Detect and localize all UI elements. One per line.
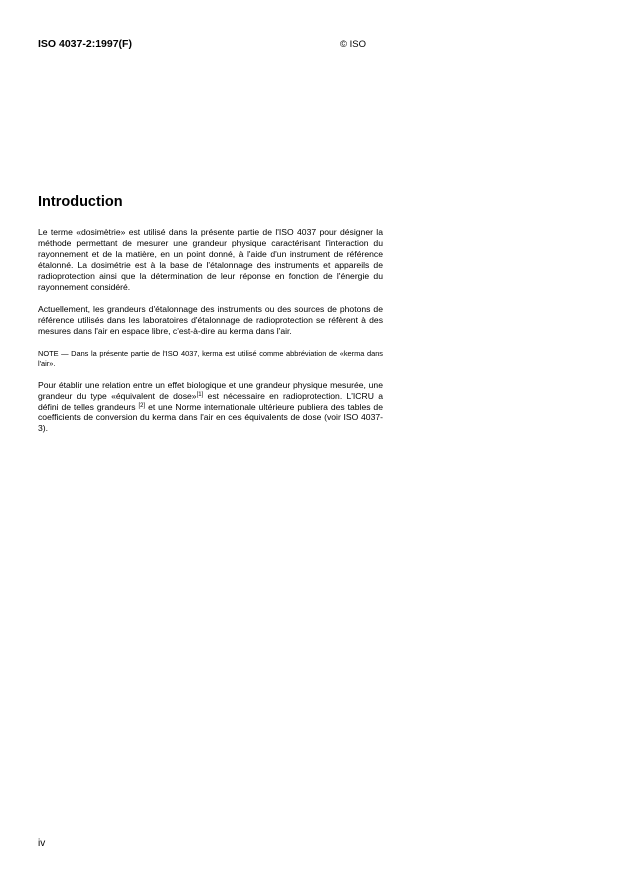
reference-marker-2: [2] xyxy=(138,402,146,409)
reference-marker-1: [1] xyxy=(196,391,204,398)
paragraph-dosimetry-definition: Le terme «dosimètrie» est utilisé dans la présente partie de l'ISO 4037 pour désigner la méthode permettant de mesurer une grandeur physique caractérisant l'interaction du rayonnement et de la matière, en un point donné, à l'aide d'un instrument de référence étalonné. La dosimétrie est à la base de l'étalonnage des instruments et appareils de radioprotection ainsi que la détermination de leur réponse en fonction de l'énergie du rayonnement considéré. xyxy=(38,227,383,292)
copyright-notice: © ISO xyxy=(340,39,367,50)
page-number: iv xyxy=(38,838,46,849)
introduction-body xyxy=(38,227,383,446)
paragraph-calibration-quantities: Actuellement, les grandeurs d'étalonnage des instruments ou des sources de photons de référence utilisés dans les laboratoires d'étalonnage de radioprotection se réfèrent à des mesures dans l'air en espace libre, c'est-à-dire au kerma dans l'air. xyxy=(38,304,383,337)
section-title: Introduction xyxy=(38,194,123,210)
note-kerma-abbreviation: NOTE — Dans la présente partie de l'ISO 4037, kerma est utilisé comme abbréviation de «kerma dans l'air». xyxy=(38,349,383,368)
document-id: ISO 4037-2:1997(F) xyxy=(38,38,132,50)
paragraph-text-part3: et une Norme internationale ultérieure publiera des tables de coefficients de conversion du kerma dans l'air en ces équivalents de dose (voir ISO 4037-3). xyxy=(38,401,383,434)
paragraph-dose-equivalent xyxy=(38,380,383,435)
paragraph-text-part1: Pour établir une relation entre un effet biologique et une grandeur physique mesurée, une grandeur du type «équivalent de dose» xyxy=(38,379,383,401)
paragraph-text-part2: est nécessaire en radioprotection. L'ICRU a défini de telles grandeurs xyxy=(38,390,383,412)
